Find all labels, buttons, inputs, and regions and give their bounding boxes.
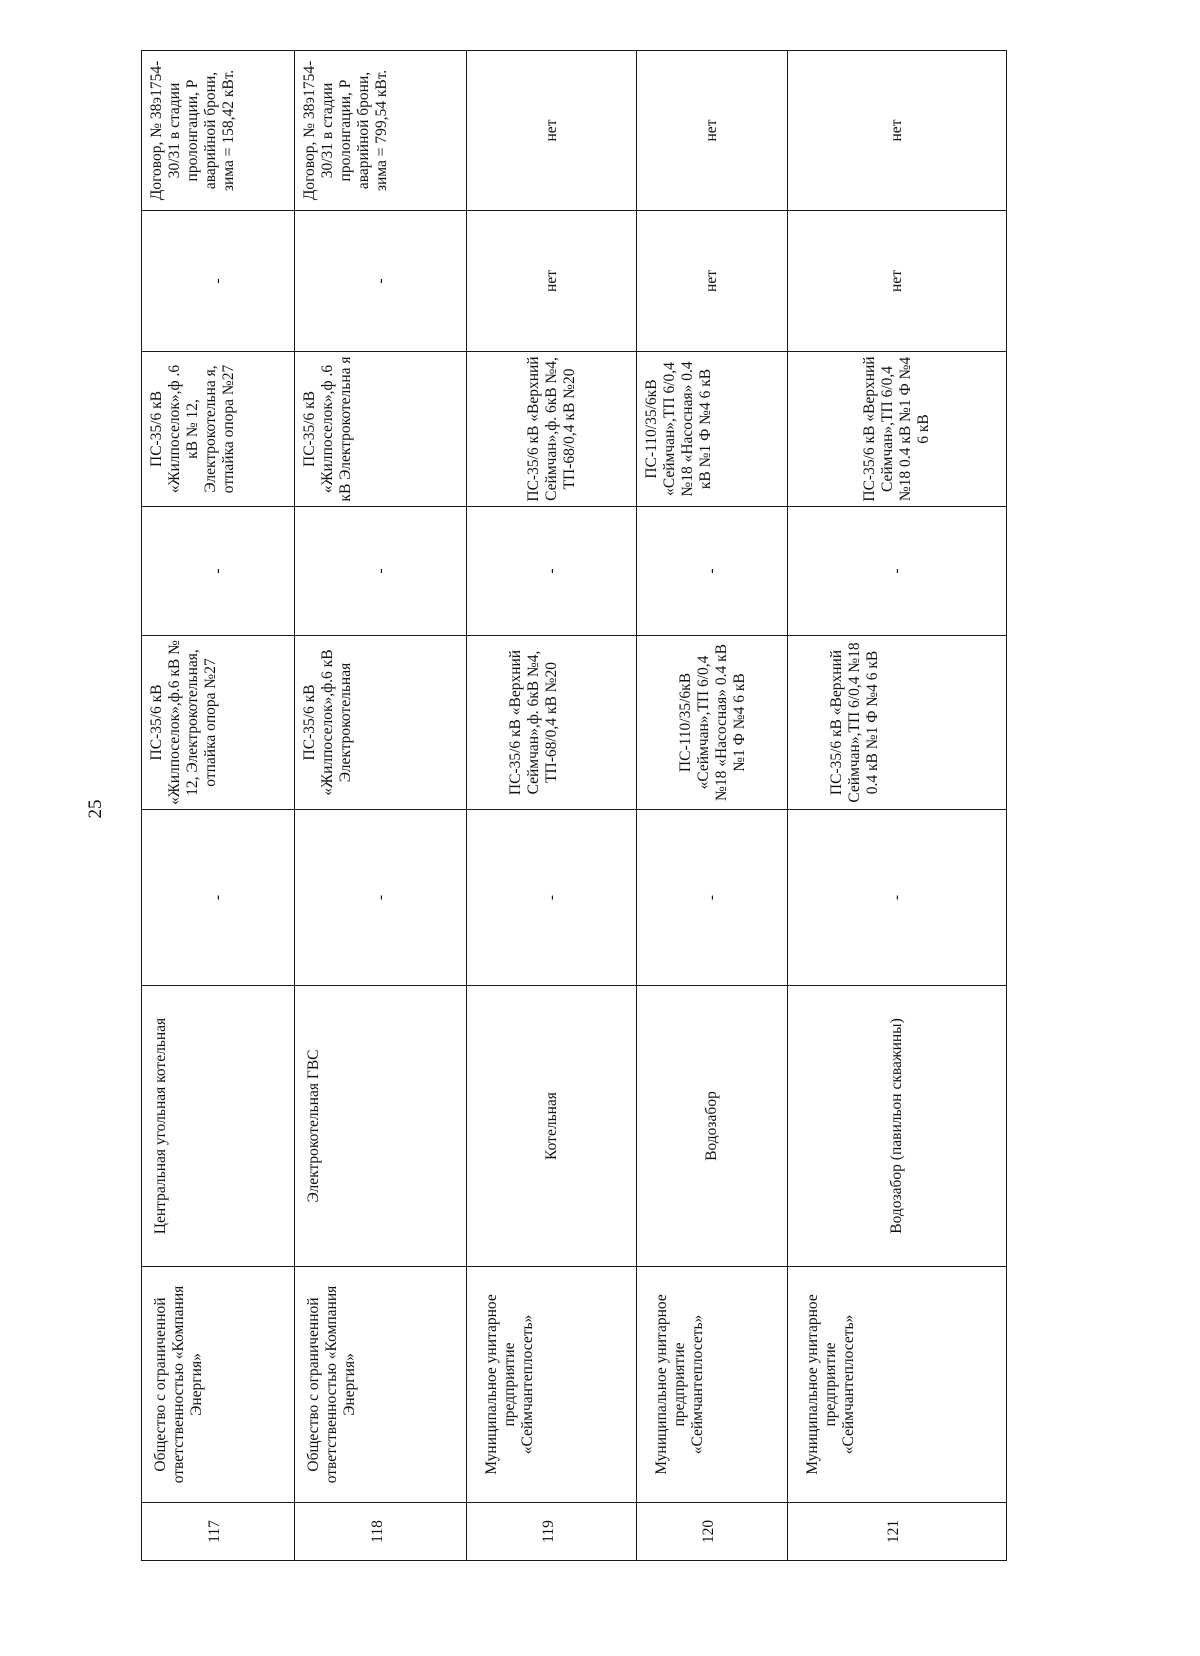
status-cell: нет — [467, 211, 637, 352]
document-table — [141, 50, 1007, 1561]
dash-cell: - — [295, 211, 467, 352]
contract-cell: нет — [637, 51, 788, 211]
dash-cell: - — [467, 507, 637, 636]
power-source-cell: ПС-35/6 кВ «Жилпоселок»,ф.6 кВ Электрокотельная — [295, 636, 467, 810]
dash-cell: - — [142, 507, 295, 636]
organization-cell: Муниципальное унитарное предприятие «Сеймчантеплосеть» — [788, 1267, 1007, 1503]
contract-cell: нет — [788, 51, 1007, 211]
dash-cell: - — [467, 810, 637, 986]
table-row — [637, 51, 788, 1561]
organization-cell: Общество с ограниченной ответственностью «Компания Энергия» — [142, 1267, 295, 1503]
power-source-cell: ПС-35/6 кВ «Жилпоселок»,ф .6 кВ № 12, Электрокотельна я, отпайка опора №27 — [142, 352, 295, 507]
power-source-cell: ПС-110/35/6кВ «Сеймчан»,ТП 6/0,4 №18 «Насосная» 0.4 кВ №1 Ф №4 6 кВ — [637, 352, 788, 507]
status-cell: нет — [788, 211, 1007, 352]
table-rotated-frame — [141, 51, 1006, 1561]
object-cell: Котельная — [467, 986, 637, 1267]
dash-cell: - — [788, 507, 1007, 636]
object-cell: Водозабор — [637, 986, 788, 1267]
dash-cell: - — [637, 507, 788, 636]
row-number: 118 — [295, 1503, 467, 1561]
row-number: 117 — [142, 1503, 295, 1561]
dash-cell: - — [788, 810, 1007, 986]
organization-cell: Муниципальное унитарное предприятие «Сеймчантеплосеть» — [637, 1267, 788, 1503]
dash-cell: - — [295, 810, 467, 986]
row-number: 119 — [467, 1503, 637, 1561]
dash-cell: - — [142, 810, 295, 986]
contract-cell: Договор, № 38э1754-30/31 в стадии пролонгации, Р аварийной брони, зима = 158,42 кВт. — [142, 51, 295, 211]
contract-cell: Договор, № 38э1754-30/31 в стадии пролонгации, Р аварийной брони, зима = 799,54 кВт. — [295, 51, 467, 211]
object-cell: Водозабор (павильон скважины) — [788, 986, 1007, 1267]
dash-cell: - — [637, 810, 788, 986]
page-number: 25 — [85, 799, 106, 819]
organization-cell: Муниципальное унитарное предприятие «Сеймчантеплосеть» — [467, 1267, 637, 1503]
dash-cell: - — [142, 211, 295, 352]
power-source-cell: ПС-35/6 кВ «Верхний Сеймчан»,ф. 6кВ №4, ТП-68/0,4 кВ №20 — [467, 636, 637, 810]
status-cell: нет — [637, 211, 788, 352]
table-row — [142, 51, 295, 1561]
power-source-cell: ПС-35/6 кВ «Верхний Сеймчан»,ф. 6кВ №4, ТП-68/0,4 кВ №20 — [467, 352, 637, 507]
table-row — [788, 51, 1007, 1561]
table-container — [141, 51, 1006, 1561]
object-cell: Центральная угольная котельная — [142, 986, 295, 1267]
object-cell: Электрокотельная ГВС — [295, 986, 467, 1267]
table-row — [467, 51, 637, 1561]
organization-cell: Общество с ограниченной ответственностью «Компания Энергия» — [295, 1267, 467, 1503]
row-number: 120 — [637, 1503, 788, 1561]
power-source-cell: ПС-35/6 кВ «Верхний Сеймчан»,ТП 6/0,4 №18 0.4 кВ №1 Ф №4 6 кВ — [788, 352, 1007, 507]
power-source-cell: ПС-35/6 кВ «Верхний Сеймчан»,ТП 6/0,4 №18 0.4 кВ №1 Ф №4 6 кВ — [788, 636, 1007, 810]
power-source-cell: ПС-35/6 кВ «Жилпоселок»,ф.6 кВ № 12, Электрокотельная, отпайка опора №27 — [142, 636, 295, 810]
contract-cell: нет — [467, 51, 637, 211]
power-source-cell: ПС-35/6 кВ «Жилпоселок»,ф .6 кВ Электрокотельна я — [295, 352, 467, 507]
power-source-cell: ПС-110/35/6кВ «Сеймчан»,ТП 6/0,4 №18 «Насосная» 0.4 кВ №1 Ф №4 6 кВ — [637, 636, 788, 810]
dash-cell: - — [295, 507, 467, 636]
row-number: 121 — [788, 1503, 1007, 1561]
table-row — [295, 51, 467, 1561]
